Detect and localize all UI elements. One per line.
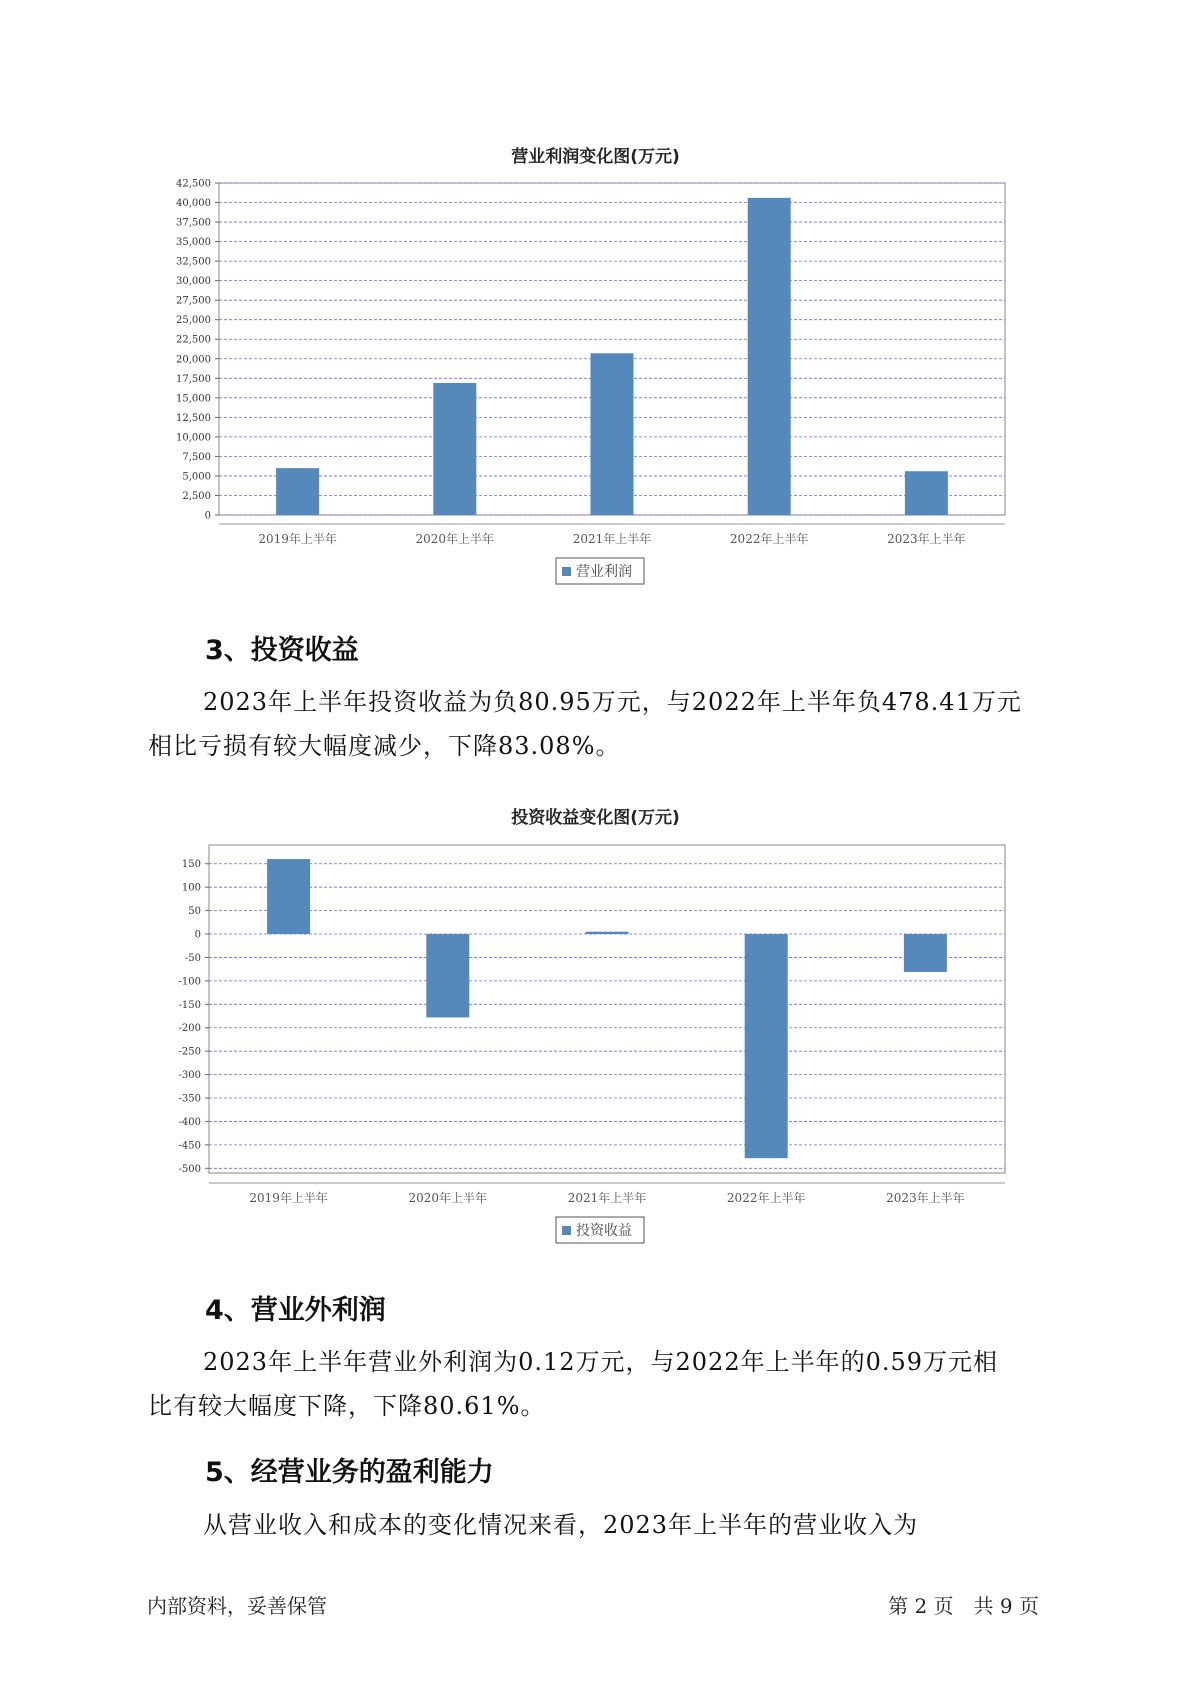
bar	[267, 859, 310, 934]
bar	[748, 198, 791, 515]
bar	[745, 934, 788, 1158]
section5-heading: 5、经营业务的盈利能力	[205, 1457, 494, 1488]
section5-para-line1: 从营业收入和成本的变化情况来看，2023年上半年的营业收入为	[203, 1511, 919, 1539]
y-tick-label: 0	[204, 510, 211, 522]
legend-label: 投资收益	[576, 1223, 632, 1239]
y-tick-label: 5,000	[182, 471, 211, 483]
x-tick-label: 2020年上半年	[408, 1191, 488, 1205]
y-tick-label: 27,500	[176, 295, 211, 307]
legend-swatch	[562, 567, 571, 576]
x-tick-label: 2023年上半年	[886, 1191, 965, 1205]
y-tick-label: -200	[178, 1023, 201, 1035]
chart2-title: 投资收益变化图(万元)	[511, 808, 680, 828]
y-tick-label: 50	[188, 906, 201, 918]
y-tick-label: -350	[178, 1093, 201, 1105]
y-tick-label: -500	[178, 1163, 201, 1175]
y-tick-label: 100	[181, 882, 201, 894]
bar	[426, 934, 469, 1017]
x-tick-label: 2023年上半年	[887, 532, 966, 546]
y-tick-label: 25,000	[176, 315, 211, 327]
x-tick-label: 2022年上半年	[729, 532, 809, 546]
y-tick-label: -400	[178, 1116, 201, 1128]
y-tick-label: 20,000	[176, 354, 211, 366]
y-tick-label: -100	[178, 976, 201, 988]
y-tick-label: -250	[178, 1046, 201, 1058]
y-tick-label: 15,000	[176, 393, 211, 405]
x-tick-label: 2019年上半年	[258, 532, 337, 546]
legend-label: 营业利润	[576, 564, 632, 580]
bar	[276, 468, 319, 515]
y-tick-label: 30,000	[176, 276, 211, 288]
bar	[586, 932, 629, 934]
y-tick-label: 17,500	[176, 373, 211, 385]
y-tick-label: 10,000	[176, 432, 211, 444]
section3-para-line1: 2023年上半年投资收益为负80.95万元，与2022年上半年负478.41万元	[203, 688, 1022, 716]
y-tick-label: 42,500	[176, 178, 211, 190]
bar	[904, 934, 947, 972]
y-tick-label: 150	[181, 859, 201, 871]
y-tick-label: 7,500	[182, 451, 211, 463]
chart1-title: 营业利润变化图(万元)	[511, 147, 680, 167]
operating-profit-chart	[0, 170, 1191, 590]
x-tick-label: 2019年上半年	[249, 1191, 328, 1205]
section3-heading: 3、投资收益	[205, 635, 359, 666]
section4-para-line1: 2023年上半年营业外利润为0.12万元，与2022年上半年的0.59万元相	[203, 1348, 999, 1376]
y-tick-label: -150	[178, 999, 201, 1011]
y-tick-label: 35,000	[176, 237, 211, 249]
footer-page-number: 第 2 页 共 9 页	[888, 1594, 1039, 1618]
y-tick-label: 0	[194, 929, 201, 941]
section4-para-line2: 比有较大幅度下降，下降80.61%。	[148, 1392, 546, 1420]
y-tick-label: -450	[178, 1140, 201, 1152]
y-tick-label: 40,000	[176, 198, 211, 210]
y-tick-label: 22,500	[176, 334, 211, 346]
footer-confidential: 内部资料，妥善保管	[147, 1594, 327, 1618]
section4-heading: 4、营业外利润	[205, 1295, 386, 1326]
x-tick-label: 2021年上半年	[572, 532, 652, 546]
x-tick-label: 2021年上半年	[567, 1191, 647, 1205]
y-tick-label: 37,500	[176, 217, 211, 229]
y-tick-label: -50	[184, 952, 201, 964]
bar	[905, 471, 948, 515]
x-tick-label: 2022年上半年	[726, 1191, 806, 1205]
y-tick-label: -300	[178, 1070, 201, 1082]
bar	[591, 353, 634, 515]
x-tick-label: 2020年上半年	[415, 532, 495, 546]
plot-area	[209, 845, 1005, 1173]
y-tick-label: 32,500	[176, 256, 211, 268]
section3-para-line2: 相比亏损有较大幅度减少，下降83.08%。	[148, 732, 621, 760]
legend-swatch	[562, 1226, 571, 1235]
y-tick-label: 2,500	[182, 490, 211, 502]
bar	[433, 383, 476, 515]
y-tick-label: 12,500	[176, 412, 211, 424]
investment-income-chart	[0, 830, 1191, 1250]
